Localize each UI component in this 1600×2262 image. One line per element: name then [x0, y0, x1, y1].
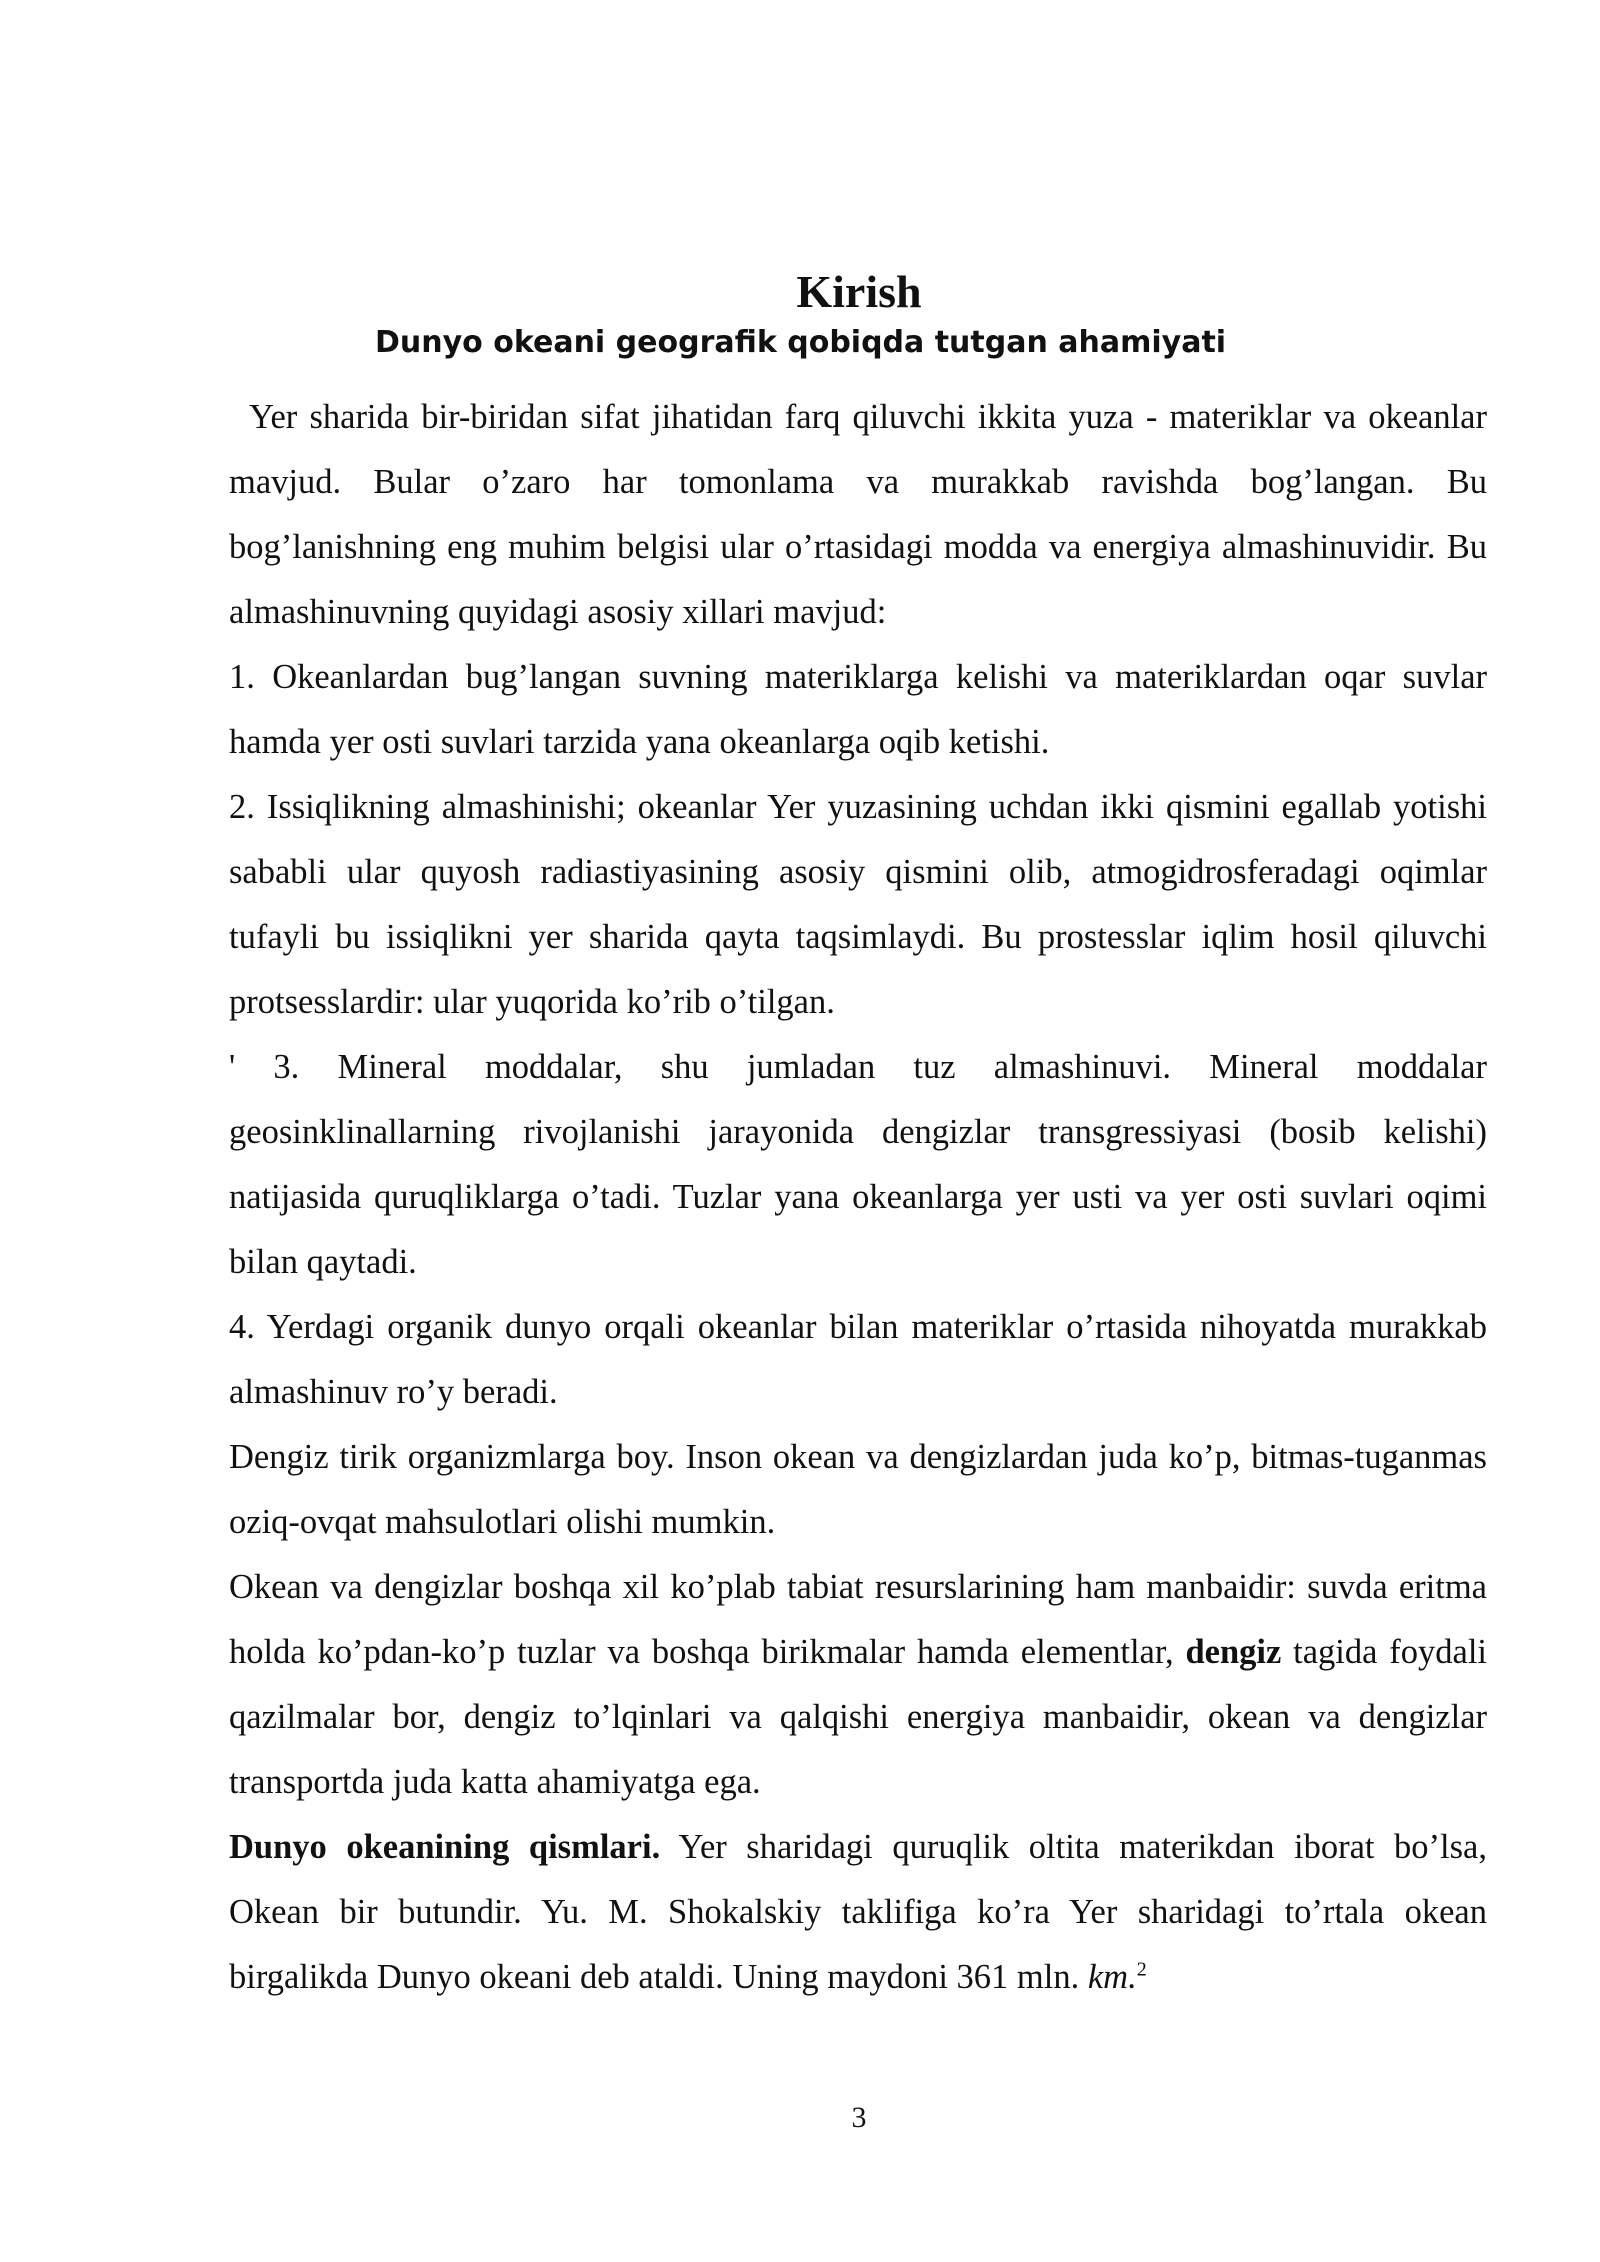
- paragraph-item-3: ' 3. Mineral moddalar, shu jumladan tuz almashinuvi. Mineral moddalar geosinklinallarning rivojlanishi jarayonida dengizlar transgressiyasi (bosib kelishi) natijasida quruqliklarga o’tadi. Tuzlar yana okeanlarga yer usti va yer osti suvlari oqimi bilan qaytadi.: [229, 1048, 1487, 1281]
- bold-term-dengiz: dengiz: [1185, 1633, 1282, 1671]
- paragraph-sea-resources: Dengiz tirik organizmlarga boy. Inson okean va dengizlardan juda ko’p, bitmas-tuganmas oziq-ovqat mahsulotlari olishi mumkin.: [229, 1438, 1487, 1541]
- paragraph-ocean-resources-start: Okean va dengizlar boshqa xil ko’plab tabiat resurslarining ham manbaidir: suvda eritma holda ko’pdan-ko’p tuzlar va boshqa birikmalar hamda elementlar,: [229, 1568, 1487, 1671]
- page-title: Kirish: [796, 266, 922, 317]
- body-text: [229, 385, 1487, 2010]
- paragraph-ocean-parts: [229, 1815, 1487, 2010]
- page-number: 3: [851, 2101, 867, 2134]
- area-unit-exponent: 2: [1136, 1958, 1147, 1981]
- paragraph-intro: Yer sharida bir-biridan sifat jihatidan farq qiluvchi ikkita yuza - materiklar va okeanlar mavjud. Bular o’zaro har tomonlama va murakkab ravishda bog’langan. Bu bog’lanishning eng muhim belgisi ular o’rtasidagi modda va energiya almashinuvidir. Bu almashinuvning quyidagi asosiy xillari mavjud:: [229, 398, 1487, 631]
- paragraph-ocean-parts-text: Yer sharidagi quruqlik oltita materikdan iborat bo’lsa, Okean bir butundir. Yu. M. Shokalskiy taklifiga ko’ra Yer sharidagi to’rtala okean birgalikda Dunyo okeani deb ataldi. Uning maydoni 361 mln.: [229, 1828, 1487, 1996]
- paragraph-item-4: 4. Yerdagi organik dunyo orqali okeanlar bilan materiklar o’rtasida nihoyatda murakkab almashinuv ro’y beradi.: [229, 1308, 1487, 1411]
- paragraph-item-1: 1. Okeanlardan bug’langan suvning materiklarga kelishi va materiklardan oqar suvlar hamda yer osti suvlari tarzida yana okeanlarga oqib ketishi.: [229, 658, 1487, 761]
- paragraph-ocean-resources-end: tagida foydali qazilmalar bor, dengiz to’lqinlari va qalqishi energiya manbaidir, okean va dengizlar transportda juda katta ahamiyatga ega.: [229, 1633, 1487, 1801]
- page-subtitle: Dunyo okeani geografik qobiqda tutgan ahamiyati: [375, 325, 1227, 360]
- paragraph-ocean-resources: [229, 1555, 1487, 1815]
- section-heading-ocean-parts: Dunyo okeanining qismlari.: [229, 1828, 661, 1866]
- area-unit: km.: [1087, 1958, 1137, 1996]
- paragraph-item-2: 2. Issiqlikning almashinishi; okeanlar Yer yuzasining uchdan ikki qismini egallab yotishi sababli ular quyosh radiastiyasining asosiy qismini olib, atmogidrosferadagi oqimlar tufayli bu issiqlikni yer sharida qayta taqsimlaydi. Bu prostesslar iqlim hosil qiluvchi protsesslardir: ular yuqorida ko’rib o’tilgan.: [229, 788, 1487, 1021]
